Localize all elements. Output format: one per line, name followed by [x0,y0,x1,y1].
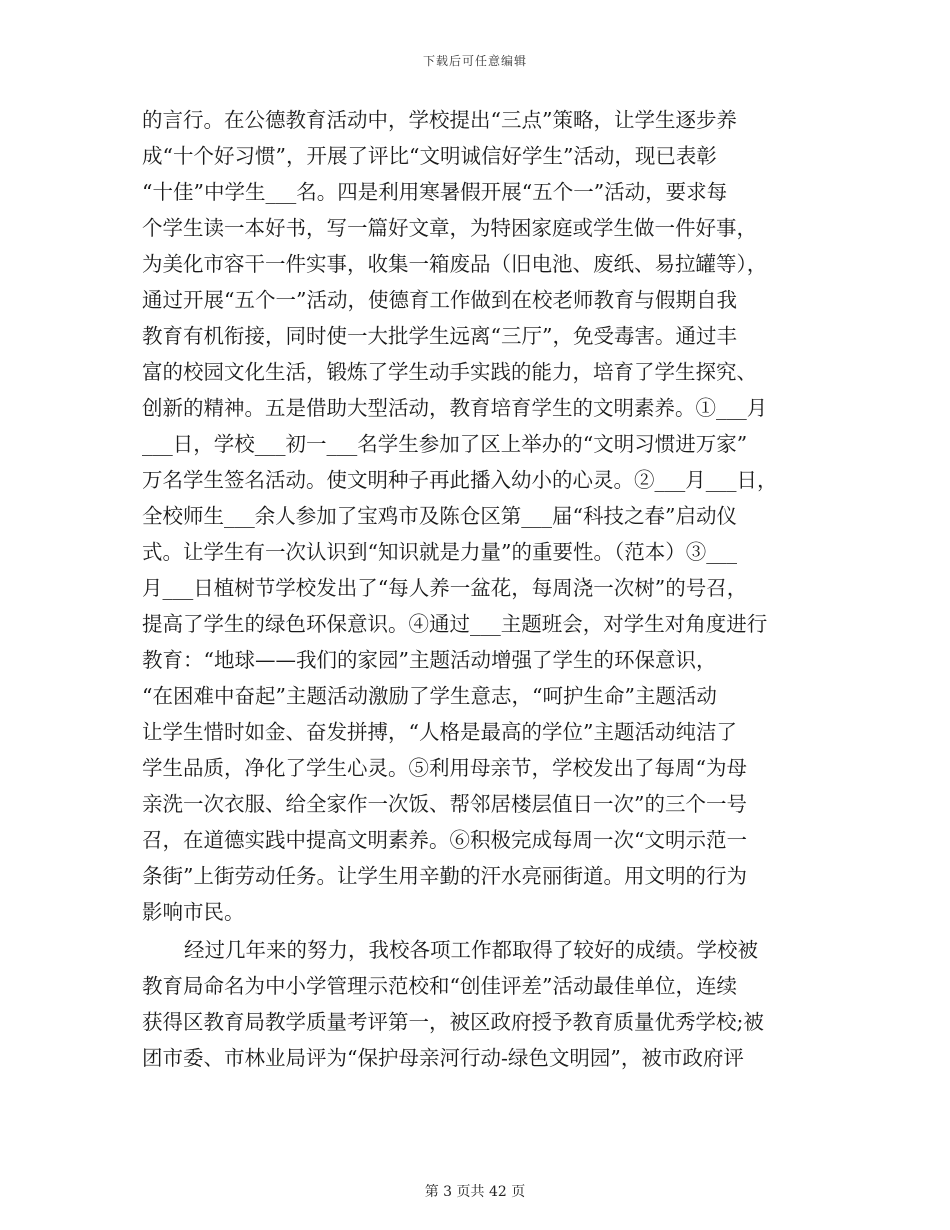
text-line: 让学生惜时如金、奋发拼搏，“人格是最高的学位”主题活动纯洁了 [142,720,737,744]
text-line: 万名学生签名活动。使文明种子再此播入幼小的心灵。②___月___日， [142,468,778,492]
text-line: 条街”上街劳动任务。让学生用辛勤的汗水亮丽街道。用文明的行为 [142,864,747,888]
text-line: 教育：“地球——我们的家园”主题活动增强了学生的环保意识， [142,648,717,672]
text-line: 提高了学生的绿色环保意识。④通过___主题班会，对学生对角度进行 [142,612,768,636]
text-line: 为美化市容干一件实事，收集一箱废品（旧电池、废纸、易拉罐等）， [142,252,768,276]
text-line: 全校师生___余人参加了宝鸡市及陈仓区第___届“科技之春”启动仪 [142,504,737,528]
text-line: 成“十个好习惯”，开展了评比“文明诚信好学生”活动，现已表彰 [142,144,717,168]
text-line: 通过开展“五个一”活动，使德育工作做到在校老师教育与假期自我 [142,288,737,312]
text-line: 召，在道德实践中提高文明素养。⑥积极完成每周一次“文明示范一 [142,828,747,852]
text-line: 教育局命名为中小学管理示范校和“创佳评差”活动最佳单位，连续 [142,974,737,998]
text-line: 学生品质，净化了学生心灵。⑤利用母亲节，学校发出了每周“为母 [142,756,747,780]
text-line: 个学生读一本好书，写一篇好文章，为特困家庭或学生做一件好事， [142,216,757,240]
page-number-footer: 第 3 页共 42 页 [424,1184,526,1200]
text-line: 创新的精神。五是借助大型活动，教育培育学生的文明素养。①___月 [142,396,768,420]
text-line: 获得区教育局教学质量考评第一，被区政府授予教育质量优秀学校;被 [142,1010,764,1034]
page-header: 下载后可任意编辑 [422,54,527,68]
text-line: 富的校园文化生活，锻炼了学生动手实践的能力，培育了学生探究、 [142,360,757,384]
text-line: ___日，学校___初一___名学生参加了区上举办的“文明习惯进万家” [142,432,748,456]
text-line: 影响市民。 [142,900,245,924]
document-body [142,102,808,1076]
text-line: “十佳”中学生___名。四是利用寒暑假开展“五个一”活动，要求每 [142,180,728,204]
text-line: “在困难中奋起”主题活动激励了学生意志，“呵护生命”主题活动 [142,684,717,708]
text-line: 式。让学生有一次认识到“知识就是力量”的重要性。（范本）③___ [142,540,737,564]
text-line: 团市委、市林业局评为“保护母亲河行动-绿色文明园”，被市政府评 [142,1046,744,1070]
text-line: 亲洗一次衣服、给全家作一次饭、帮邻居楼层值日一次”的三个一号 [142,792,747,816]
paragraph-first-line: 经过几年来的努力，我校各项工作都取得了较好的成绩。学校被 [184,938,758,962]
text-line: 月___日植树节学校发出了“每人养一盆花，每周浇一次树”的号召， [142,576,748,600]
text-line: 的言行。在公德教育活动中，学校提出“三点”策略，让学生逐步养 [142,108,737,132]
text-line: 教育有机衔接，同时使一大批学生远离“三厅”，免受毒害。通过丰 [142,324,737,348]
